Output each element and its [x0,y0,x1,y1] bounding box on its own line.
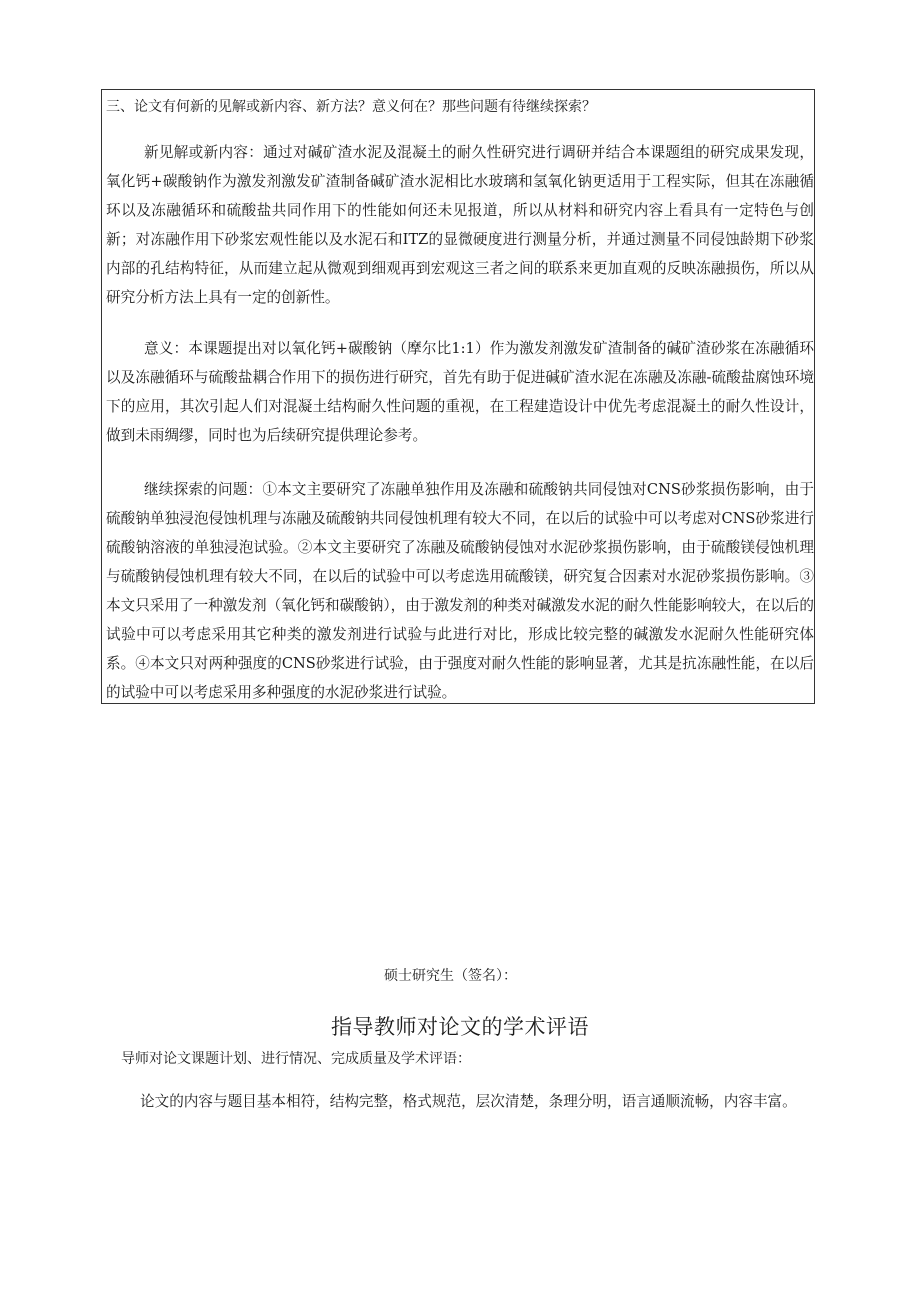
student-signature-label: 硕士研究生（签名）： [384,968,517,984]
section3-question: 三、论文有何新的见解或新内容、新方法？意义何在？那些问题有待继续探索？ [106,99,596,115]
further-exploration-paragraph: 继续探索的问题：①本文主要研究了冻融单独作用及冻融和硫酸钠共同侵蚀对CNS砂浆损伤影响，由于硫酸钠单独浸泡侵蚀机理与冻融及硫酸钠共同侵蚀机理有较大不同，在以后的试验中可以考虑对CNS砂浆进行硫酸钠溶液的单独浸泡试验。②本文主要研究了冻融及硫酸钠侵蚀对水泥砂浆损伤影响，由于硫酸镁侵蚀机理与硫酸钠侵蚀机理有较大不同，在以后的试验中可以考虑选用硫酸镁，研究复合因素对水泥砂浆损伤影响。③本文只采用了一种激发剂（氧化钙和碳酸钠），由于激发剂的种类对碱激发水泥的耐久性能影响较大，在以后的试验中可以考虑采用其它种类的激发剂进行试验与此进行对比，形成比较完整的碱激发水泥耐久性能研究体系。④本文只对两种强度的CNS砂浆进行试验，由于强度对耐久性能的影响显著，尤其是抗冻融性能，在以后的试验中可以考虑采用多种强度的水泥砂浆进行试验。 [106,481,815,701]
significance-paragraph: 意义：本课题提出对以氧化钙+碳酸钠（摩尔比1:1）作为激发剂激发矿渣制备的碱矿渣砂浆在冻融循环以及冻融循环与硫酸盐耦合作用下的损伤进行研究，首先有助于促进碱矿渣水泥在冻融及冻融-硫酸盐腐蚀环境下的应用，其次引起人们对混凝土结构耐久性问题的重视，在工程建造设计中优先考虑混凝土的耐久性设计，做到未雨绸缪，同时也为后续研究提供理论参考。 [106,340,814,444]
advisor-comment-text: 论文的内容与题目基本相符，结构完整，格式规范，层次清楚，条理分明，语言通顺流畅，内容丰富。 [140,1093,797,1110]
advisor-comment-title: 指导教师对论文的学术评语 [331,1015,589,1039]
section3-table-cell [101,89,815,704]
advisor-comment-subtitle: 导师对论文课题计划、进行情况、完成质量及学术评语： [121,1051,471,1067]
new-insights-paragraph: 新见解或新内容：通过对碱矿渣水泥及混凝土的耐久性研究进行调研并结合本课题组的研究成果发现，氧化钙+碳酸钠作为激发剂激发矿渣制备碱矿渣水泥相比水玻璃和氢氧化钠更适用于工程实际，但其在冻融循环以及冻融循环和硫酸盐共同作用下的性能如何还未见报道，所以从材料和研究内容上看具有一定特色与创新；对冻融作用下砂浆宏观性能以及水泥石和ITZ的显微硬度进行测量分析，并通过测量不同侵蚀龄期下砂浆内部的孔结构特征，从而建立起从微观到细观再到宏观这三者之间的联系来更加直观的反映冻融损伤，所以从研究分析方法上具有一定的创新性。 [106,144,814,306]
